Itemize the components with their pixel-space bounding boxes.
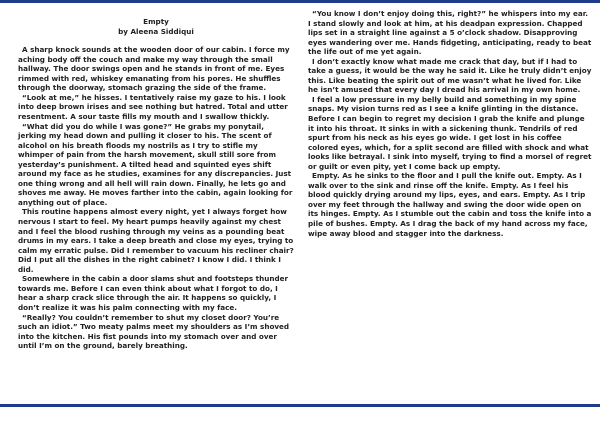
bottom-rule: [0, 404, 600, 407]
paragraph: I don’t exactly know what made me crack that day, but if I had to take a guess, it would be the way he said it. Like he truly didn’t enjoy this. Like beating the spirit out of me wasn’t what he lived for. Like he isn’t amused that every day I dread his arrival in my own home.: [308, 56, 592, 95]
paragraph: “What did you do while I was gone?” He grabs my ponytail, jerking my head down and pulling it closer to his. The scent of alcohol on his breath floods my nostrils as I try to stifle my whimper of pain from the harsh movement, skull still sore from yesterday’s punishment. A tilted head and squinted eyes shift around my face as he studies, examines for any discrepancies. Just one thing wrong and all hell will rain down. Finally, he lets go and shoves me away. He moves farther into the cabin, again looking for anything out of place.: [18, 121, 293, 207]
paragraph: Somewhere in the cabin a door slams shut and footsteps thunder towards me. Before I can even think about what I forgot to do, I hear a sharp crack slice through the air. It happens so quickly, I don’t realize it was his palm connecting with my face.: [18, 274, 289, 312]
paragraph: This routine happens almost every night, yet I always forget how nervous I start to feel. My heart pumps heavily against my chest and I feel the blood rushing through my veins as a pounding beat drums in my ears. I take a deep breath and close my eyes, trying to calm my erratic pulse. Did I remember to vacuum his recliner chair? Did I put all the dishes in the right cabinet? I know I did. I think I did.: [18, 207, 294, 274]
story-byline: by Aleena Siddiqui: [118, 26, 194, 36]
paragraph: “You know I don’t enjoy doing this, right?” he whispers into my ear. I stand slowly and look at him, at his deadpan expression. Chapped lips set in a straight line against a 5 o’clock shadow. Disapproving eyes wandering over me. Hands fidgeting, anticipating, ready to beat the life out of me yet again.: [308, 9, 592, 57]
paragraph: A sharp knock sounds at the wooden door of our cabin. I force my aching body off the couch and make my way through the small hallway. The door swings open and he stands in front of me. Eyes rimmed with red, whiskey emanating from his pores. He shuffles through the doorway, stomach grazing the side of the frame.: [18, 45, 290, 93]
story-title: Empty: [143, 17, 169, 26]
right-column: [308, 9, 592, 238]
paragraph: “Really? You couldn’t remember to shut my closet door? You’re such an idiot.” Two meaty palms meet my shoulders as I’m shoved into the kitchen. His fist pounds into my stomach over and over until I’m on the ground, barely breathing.: [18, 312, 290, 351]
left-column: [18, 9, 294, 351]
top-rule: [0, 0, 600, 3]
paragraph: I feel a low pressure in my belly build and something in my spine snaps. My vision turns red as I see a knife glinting in the distance. Before I can begin to regret my decision I grab the knife and plunge it into his throat. It sinks in with a sickening thunk. Tendrils of red spurt from his neck as his eyes go wide. I get lost in his coffee colored eyes, which, for a split second are filled with shock and what looks like betrayal. I sink into myself, trying to find a morsel of regret or guilt or even pity, yet I come back up empty.: [308, 94, 592, 171]
paragraph: “Look at me,” he hisses. I tentatively raise my gaze to his. I look into deep brown irises and see nothing but hatred. Total and utter resentment. A sour taste fills my mouth and I swallow thickly.: [18, 92, 288, 122]
paragraph: Empty. As he sinks to the floor and I pull the knife out. Empty. As I walk over to the sink and rinse off the knife. Empty. As I feel his blood quickly drying around my lips, eyes, and ears. Empty. As I trip over my feet through the hallway and swing the door wide open on its hinges. Empty. As I stumble out the cabin and toss the knife into a pile of bushes. Empty. As I drag the back of my hand across my face, wipe away blood and stagger into the darkness.: [308, 171, 592, 238]
title-block: [18, 17, 294, 36]
